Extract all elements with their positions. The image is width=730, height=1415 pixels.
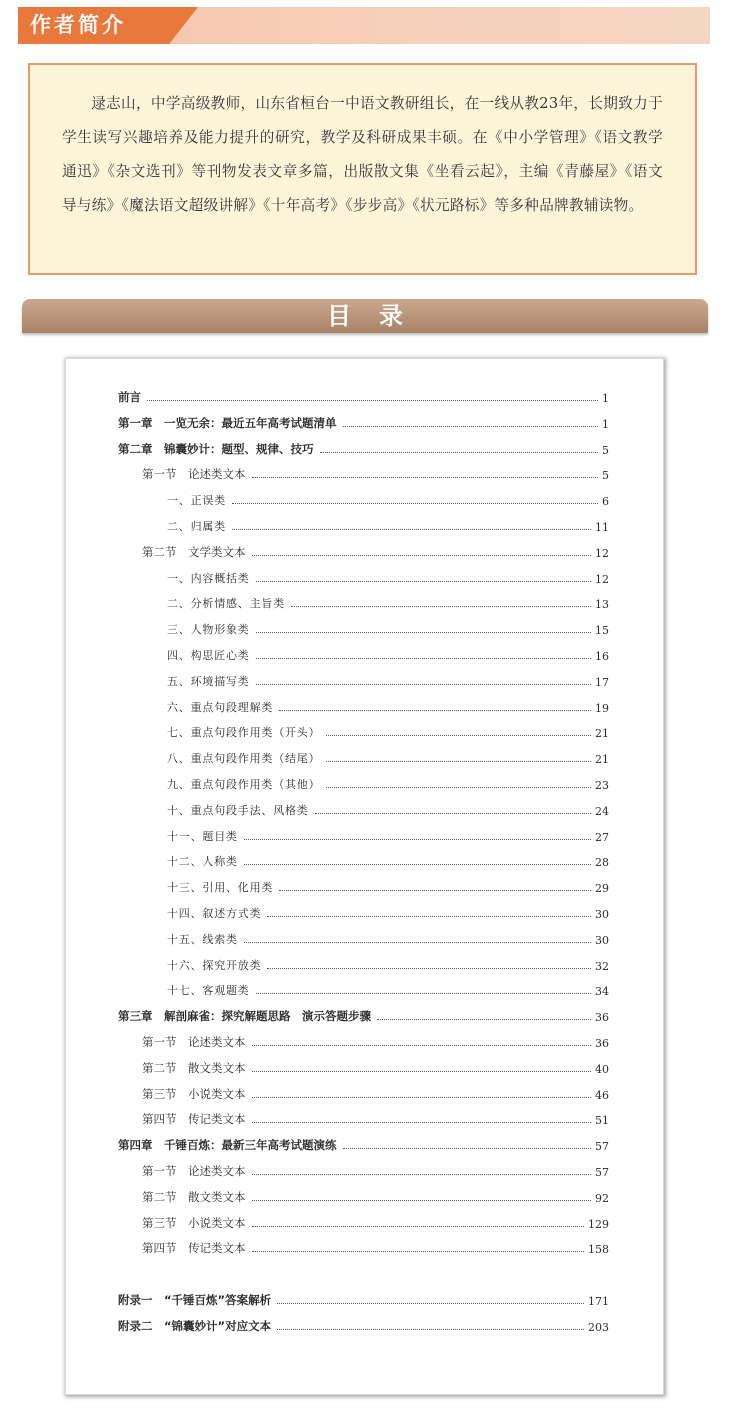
toc-entry-leader (252, 1122, 592, 1123)
toc-entry-leader (277, 1329, 584, 1330)
toc-entry-page: 17 (595, 675, 609, 689)
toc-entry-title: 第一节 论述类文本 (142, 1164, 246, 1178)
toc-entry (167, 490, 609, 508)
toc-entry-title: 二、归属类 (167, 520, 226, 533)
toc-entry (167, 800, 609, 818)
toc-entry-page: 28 (595, 856, 609, 870)
toc-entry-page: 15 (595, 624, 609, 638)
toc-entry (167, 722, 609, 740)
toc-entry-leader (252, 1251, 585, 1252)
toc-entry-title: 九、重点句段作用类（其他） (167, 778, 321, 791)
toc-entry-page: 16 (595, 650, 609, 663)
toc-entry-leader (267, 916, 591, 917)
toc-entry-leader (326, 787, 591, 788)
toc-entry (167, 697, 609, 715)
toc-entry-leader (244, 864, 591, 865)
toc-entry-leader (252, 1200, 592, 1201)
toc-entry-title: 第一节 论述类文本 (142, 1035, 246, 1049)
toc-entry-page: 30 (595, 933, 609, 947)
toc-header-title: 目录 (327, 302, 431, 330)
toc-entry-page: 19 (595, 701, 609, 715)
toc-entry-page: 203 (588, 1321, 609, 1334)
toc-entry-page: 46 (595, 1088, 609, 1102)
toc-entry-title: 第四节 传记类文本 (142, 1112, 246, 1127)
toc-entry-page: 1 (602, 392, 609, 405)
toc-entry-page: 1 (602, 417, 609, 431)
toc-entry (118, 1006, 609, 1024)
toc-entry (118, 439, 609, 457)
toc-entry (142, 1161, 609, 1179)
toc-entry (118, 1316, 609, 1334)
toc-entry-page: 40 (595, 1062, 609, 1076)
toc-entry-page: 51 (595, 1114, 609, 1128)
toc-entry-leader (232, 529, 591, 530)
toc-entry-leader (279, 890, 591, 891)
toc-entry-leader (343, 426, 599, 427)
toc-entry-page: 21 (595, 727, 609, 741)
toc-entry (118, 1135, 609, 1153)
toc-entry-leader (326, 761, 591, 762)
toc-entry (167, 748, 609, 766)
toc-entry-leader (147, 400, 598, 401)
toc-entry-title: 第二章 锦囊妙计：题型、规律、技巧 (118, 441, 314, 456)
toc-entry (167, 593, 609, 611)
toc-entry-leader (252, 1045, 592, 1046)
toc-entry-leader (267, 968, 591, 969)
toc-entry-leader (252, 1071, 592, 1072)
toc-entry-leader (315, 813, 591, 814)
toc-entry-title: 第二节 散文类文本 (142, 1189, 246, 1204)
toc-entry-title: 第一章 一览无余：最近五年高考试题清单 (118, 415, 337, 430)
toc-entry-page: 32 (595, 959, 609, 973)
toc-entry (142, 1109, 609, 1127)
toc-entry-title: 一、内容概括类 (167, 571, 250, 585)
toc-entry (167, 774, 609, 792)
toc-entry-page: 57 (595, 1140, 609, 1154)
toc-entry (142, 1032, 609, 1050)
toc-entry-leader (326, 735, 591, 736)
toc-entry (142, 1084, 609, 1102)
toc-entry-leader (252, 1097, 592, 1098)
toc-page (65, 358, 664, 1395)
toc-entry-title: 第三节 小说类文本 (142, 1086, 246, 1101)
toc-entry-title: 第四章 千锤百炼：最新三年高考试题演练 (118, 1138, 337, 1153)
toc-entry-leader (277, 1303, 584, 1304)
toc-entry (167, 851, 609, 869)
toc-entry-page: 23 (595, 779, 609, 792)
toc-entry-leader (256, 632, 591, 633)
toc-entry-title: 第一节 论述类文本 (142, 467, 246, 482)
toc-entry (142, 464, 609, 482)
toc-entry-leader (232, 503, 598, 504)
toc-entry-leader (377, 1019, 591, 1020)
toc-entry-page: 30 (595, 908, 609, 921)
toc-entry-page: 5 (602, 443, 609, 457)
toc-entry (167, 826, 609, 844)
toc-entry-title: 三、人物形象类 (167, 623, 250, 637)
toc-entry-title: 附录一 “千锤百炼”答案解析 (118, 1293, 272, 1308)
toc-entry-leader (256, 684, 591, 685)
toc-entry-title: 十四、叙述方式类 (167, 907, 262, 920)
toc-entry-title: 十二、人称类 (167, 855, 238, 869)
toc-entry (167, 645, 609, 663)
toc-entry-page: 57 (595, 1166, 609, 1179)
toc-entry-title: 八、重点句段作用类（结尾） (167, 752, 321, 766)
toc-entry-title: 七、重点句段作用类（开头） (167, 726, 321, 740)
toc-entry (118, 1290, 609, 1308)
toc-entry-title: 四、构思匠心类 (167, 649, 250, 662)
toc-entry-title: 前言 (118, 390, 141, 404)
toc-entry (142, 542, 609, 560)
toc-entry-page: 36 (595, 1011, 609, 1025)
toc-entry-page: 21 (595, 753, 609, 767)
toc-entry-page: 6 (602, 495, 609, 509)
toc-entry-leader (279, 710, 591, 711)
toc-entry (167, 671, 609, 689)
toc-entry-leader (244, 839, 591, 840)
toc-entry-page: 24 (595, 804, 609, 818)
toc-entry-title: 第三节 小说类文本 (142, 1215, 246, 1230)
toc-entry-title: 六、重点句段理解类 (167, 700, 274, 714)
toc-entry (167, 929, 609, 947)
toc-entry-title: 十七、客观题类 (167, 984, 250, 998)
toc-entry (142, 1213, 609, 1231)
toc-entry-title: 第四节 传记类文本 (142, 1241, 246, 1256)
toc-entry-title: 十五、线索类 (167, 932, 238, 946)
toc-entry-title: 第二节 散文类文本 (142, 1060, 246, 1075)
toc-entry-title: 五、环境描写类 (167, 674, 250, 688)
toc-entry-title: 十三、引用、化用类 (167, 881, 274, 895)
toc-entry-title: 十一、题目类 (167, 829, 238, 843)
toc-entry-leader (343, 1148, 592, 1149)
toc-entry (167, 980, 609, 998)
toc-entry-leader (256, 658, 591, 659)
toc-entry (167, 903, 609, 921)
toc-entry-title: 十、重点句段手法、风格类 (167, 803, 309, 817)
toc-entry (167, 619, 609, 637)
toc-entry-page: 29 (595, 882, 609, 896)
toc-entry-title: 一、正误类 (167, 494, 226, 508)
toc-entry-page: 12 (595, 546, 609, 560)
toc-entry-leader (256, 993, 591, 994)
toc-entry (167, 568, 609, 586)
toc-entry-page: 11 (595, 521, 609, 534)
author-bio-box (28, 63, 697, 275)
toc-entry-leader (252, 555, 592, 556)
author-header-title: 作者简介 (30, 13, 126, 37)
toc-entry-title: 第三章 解剖麻雀：探究解题思路 演示答题步骤 (118, 1009, 371, 1024)
toc-entry-title: 二、分析情感、主旨类 (167, 597, 285, 611)
toc-entry-leader (244, 942, 591, 943)
toc-entry-page: 13 (595, 598, 609, 612)
toc-entry-title: 十六、探究开放类 (167, 958, 262, 972)
toc-entry-page: 12 (595, 572, 609, 586)
toc-entry (118, 387, 609, 405)
toc-entry-leader (291, 606, 591, 607)
toc-header-bar (22, 299, 708, 333)
toc-entry (142, 1058, 609, 1076)
toc-entry-page: 36 (595, 1037, 609, 1050)
toc-entry-page: 158 (588, 1243, 609, 1257)
toc-entry-leader (252, 1226, 585, 1227)
toc-entry-page: 5 (602, 469, 609, 483)
toc-entry-leader (256, 581, 591, 582)
toc-entry (167, 955, 609, 973)
toc-entry-title: 附录二 “锦囊妙计”对应文本 (118, 1319, 272, 1333)
toc-entry (142, 1238, 609, 1256)
toc-entry (167, 516, 609, 534)
toc-entry (142, 1187, 609, 1205)
author-bio-text: 逯志山，中学高级教师，山东省桓台一中语文教研组长，在一线从教23年，长期致力于学生读写兴趣培养及能力提升的研究，教学及科研成果丰硕。在《中小学管理》《语文教学通迅》《杂文选刊》等刊物发表文章多篇，出版散文集《坐看云起》，主编《青藤屋》《语文导与练》《魔法语文超级讲解》《十年高考》《步步高》《状元路标》等多种品牌教辅读物。 (62, 95, 663, 214)
toc-entry-title: 第二节 文学类文本 (142, 544, 246, 559)
toc-entry-page: 171 (588, 1295, 609, 1309)
toc-entry-leader (252, 1174, 592, 1175)
toc-entry (167, 877, 609, 895)
toc-entry (118, 413, 609, 431)
toc-entry-page: 34 (595, 985, 609, 999)
toc-entry-page: 92 (595, 1191, 609, 1205)
toc-entry-page: 129 (588, 1217, 609, 1231)
toc-entry-page: 27 (595, 830, 609, 844)
toc-entry-leader (320, 452, 599, 453)
toc-entry-leader (252, 477, 599, 478)
